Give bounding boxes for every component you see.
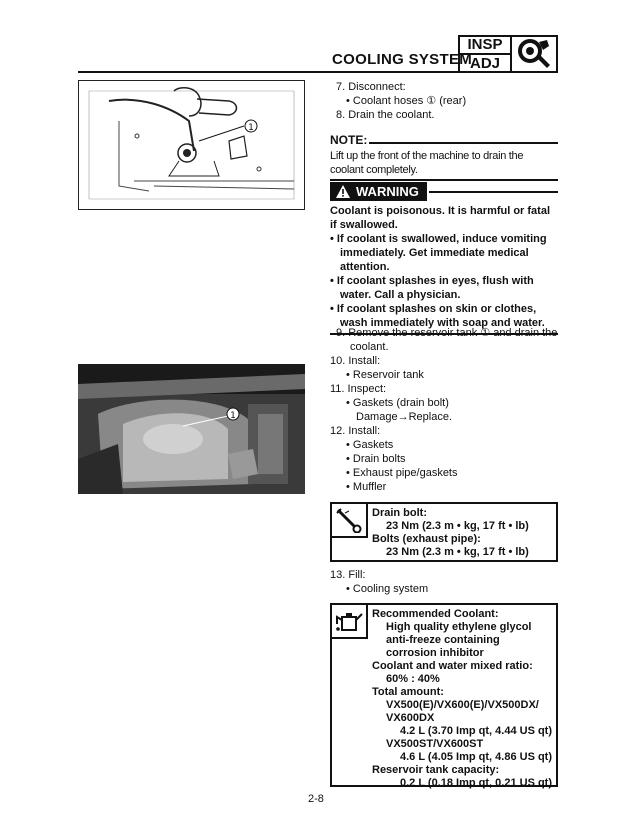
oil-can-icon <box>332 605 368 639</box>
torque-spec-box <box>330 502 558 562</box>
step-12: 12. Install: <box>330 425 381 437</box>
step-11-sub: Damage→Replace. <box>356 411 452 423</box>
step-10: 10. Install: <box>330 355 381 367</box>
step-10-item: • Reservoir tank <box>346 368 424 382</box>
torque-line-3: Bolts (exhaust pipe): <box>372 533 481 545</box>
step-11: 11. Inspect: <box>330 383 387 395</box>
warning-text: Coolant is poisonous. It is harmful or fatal if swallowed. <box>330 205 551 231</box>
coolant-hose-diagram <box>78 80 305 210</box>
step-11-item: • Gaskets (drain bolt) <box>346 396 449 410</box>
torque-line-4: 23 Nm (2.3 m • kg, 17 ft • lb) <box>386 546 529 558</box>
torque-wrench-icon <box>332 504 368 538</box>
step-7-item: • Coolant hoses ① (rear) <box>346 94 466 108</box>
warning-item-3: • If coolant splashes on skin or clothes, wash immediately with soap and water. <box>330 302 558 330</box>
warning-item-2: • If coolant splashes in eyes, flush with water. Call a physician. <box>330 274 558 302</box>
insp-adj-badge <box>458 35 512 73</box>
callout-1-photo: 1 <box>230 411 236 421</box>
note-label: NOTE: <box>330 133 368 147</box>
step-8: 8. Drain the coolant. <box>336 109 435 121</box>
warning-rule <box>429 191 558 193</box>
step-12-item-1: • Gaskets <box>346 438 393 452</box>
coolant-line-3: anti-freeze containing <box>386 634 500 646</box>
coolant-line-9: VX600DX <box>386 712 435 724</box>
torque-line-2: 23 Nm (2.3 m • kg, 17 ft • lb) <box>386 520 529 532</box>
warning-item-1: • If coolant is swallowed, induce vomiting immediately. Get immediate medical attention. <box>330 232 558 274</box>
step-7: 7. Disconnect: <box>336 81 406 93</box>
coolant-line-5: Coolant and water mixed ratio: <box>372 660 533 672</box>
page-number: 2-8 <box>308 793 324 805</box>
note-rule <box>369 142 558 144</box>
step-9-cont: coolant. <box>350 341 389 353</box>
insp-label: INSP <box>460 37 510 55</box>
coolant-line-8: VX500(E)/VX600(E)/VX500DX/ <box>386 699 539 711</box>
coolant-line-1: Recommended Coolant: <box>372 608 499 620</box>
step-13: 13. Fill: <box>330 569 366 581</box>
warning-triangle-icon <box>336 185 350 198</box>
coolant-line-2: High quality ethylene glycol <box>386 621 532 633</box>
coolant-line-11: VX500ST/VX600ST <box>386 738 484 750</box>
coolant-line-6: 60% : 40% <box>386 673 440 685</box>
coolant-spec-box <box>330 603 558 787</box>
adj-label: ADJ <box>469 55 500 72</box>
step-13-item: • Cooling system <box>346 582 428 596</box>
coolant-line-12: 4.6 L (4.05 Imp qt, 4.86 US qt) <box>400 751 553 763</box>
coolant-line-14: 0.2 L (0.18 Imp qt, 0.21 US qt) <box>400 777 553 789</box>
warning-label: WARNING <box>356 184 419 199</box>
callout-1: 1 <box>248 123 254 133</box>
note-block <box>330 133 558 181</box>
note-bottom-rule <box>330 179 558 181</box>
step-9: 9. Remove the reservoir tank ① and drain the <box>336 327 558 339</box>
reservoir-tank-photo <box>78 364 305 494</box>
coolant-line-10: 4.2 L (3.70 Imp qt, 4.44 US qt) <box>400 725 553 737</box>
header-rule <box>78 71 458 73</box>
step-12-item-3: • Exhaust pipe/gaskets <box>346 466 458 480</box>
warning-block <box>330 182 558 335</box>
step-12-item-2: • Drain bolts <box>346 452 406 466</box>
note-text: Lift up the front of the machine to drain the coolant completely. <box>330 150 524 176</box>
warning-badge <box>330 182 427 201</box>
wrench-magnifier-icon <box>512 35 558 73</box>
torque-line-1: Drain bolt: <box>372 507 427 519</box>
section-title: COOLING SYSTEM <box>332 51 473 68</box>
coolant-line-4: corrosion inhibitor <box>386 647 484 659</box>
step-12-item-4: • Muffler <box>346 480 386 494</box>
coolant-line-13: Reservoir tank capacity: <box>372 764 500 776</box>
coolant-line-7: Total amount: <box>372 686 444 698</box>
